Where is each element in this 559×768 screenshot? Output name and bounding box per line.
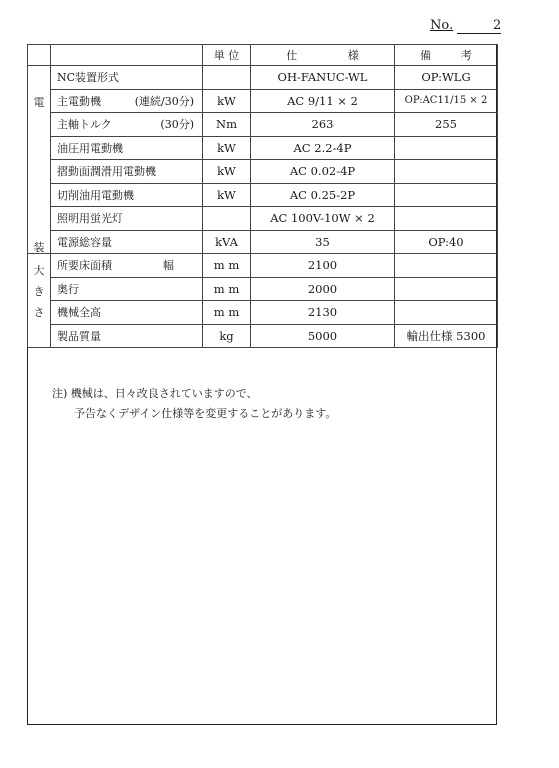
table-row — [28, 230, 498, 254]
row-note: OP:40 — [395, 230, 498, 254]
row-spec: 2130 — [251, 301, 395, 325]
row-spec: OH-FANUC-WL — [251, 66, 395, 90]
row-note: 255 — [395, 113, 498, 137]
row-item-label: 油圧用電動機 — [57, 141, 123, 155]
row-item-label: 製品質量 — [57, 329, 101, 343]
table-row — [28, 183, 498, 207]
header-unit: 単 位 — [203, 45, 251, 66]
row-item — [51, 254, 203, 278]
row-spec: AC 0.25-2P — [251, 183, 395, 207]
row-item-sub: (30分) — [160, 118, 194, 132]
category-size — [28, 254, 51, 348]
header-item — [51, 45, 203, 66]
row-spec: AC 0.02-4P — [251, 160, 395, 184]
row-item — [51, 301, 203, 325]
table-row — [28, 301, 498, 325]
row-item-label: 主軸トルク — [57, 118, 112, 132]
row-note — [395, 160, 498, 184]
row-note: OP:AC11/15 × 2 — [395, 89, 498, 113]
row-unit: Nm — [203, 113, 251, 137]
header-note — [395, 45, 498, 66]
category-electric-char-2: 装 — [33, 241, 45, 254]
row-item-label: 電源総容量 — [57, 235, 112, 249]
row-item-label: 奥行 — [57, 282, 79, 296]
header-spec-char-1: 仕 — [286, 49, 298, 62]
table-row — [28, 324, 498, 348]
row-spec: 35 — [251, 230, 395, 254]
row-item-sub: (連続/30分) — [134, 94, 194, 108]
header-note-char-2: 考 — [461, 49, 472, 62]
row-item — [51, 160, 203, 184]
row-unit: m m — [203, 301, 251, 325]
remark-note — [52, 384, 336, 424]
row-item-label: 照明用蛍光灯 — [57, 212, 123, 226]
table-row — [28, 160, 498, 184]
remark-line-1: 注) 機械は、日々改良されていますので、 — [52, 387, 258, 400]
header-spec-char-2: 様 — [347, 49, 359, 62]
row-unit: m m — [203, 277, 251, 301]
page-number — [430, 18, 501, 34]
table-row — [28, 89, 498, 113]
row-spec: AC 2.2-4P — [251, 136, 395, 160]
table-row — [28, 136, 498, 160]
row-unit — [203, 66, 251, 90]
category-size-char-2: き — [33, 285, 45, 299]
row-note — [395, 254, 498, 278]
row-item — [51, 136, 203, 160]
table-row — [28, 254, 498, 278]
page-number-label: No. — [430, 18, 454, 33]
row-item-label: NC装置形式 — [57, 71, 120, 85]
row-spec: 2100 — [251, 254, 395, 278]
header-note-char-1: 備 — [420, 49, 431, 62]
row-item-label: 摺動面潤滑用電動機 — [57, 165, 156, 179]
row-item — [51, 230, 203, 254]
row-item — [51, 66, 203, 90]
row-unit: kg — [203, 324, 251, 348]
row-unit: m m — [203, 254, 251, 278]
row-item — [51, 207, 203, 231]
category-electric-char-1: 電 — [33, 96, 45, 109]
row-spec: 5000 — [251, 324, 395, 348]
row-item — [51, 183, 203, 207]
row-spec: AC 9/11 × 2 — [251, 89, 395, 113]
table-row — [28, 113, 498, 137]
row-item — [51, 324, 203, 348]
row-unit: kVA — [203, 230, 251, 254]
table-row — [28, 277, 498, 301]
table-header-row — [28, 45, 498, 66]
row-note: OP:WLG — [395, 66, 498, 90]
spec-table — [27, 44, 498, 348]
row-note — [395, 277, 498, 301]
row-item-label: 所要床面積 — [57, 259, 112, 273]
row-item — [51, 89, 203, 113]
row-item-label: 機械全高 — [57, 306, 101, 320]
page-number-value: 2 — [457, 18, 501, 34]
row-item — [51, 277, 203, 301]
row-note — [395, 207, 498, 231]
row-unit — [203, 207, 251, 231]
row-spec: AC 100V-10W × 2 — [251, 207, 395, 231]
row-unit: kW — [203, 136, 251, 160]
row-item-sub: 幅 — [163, 259, 174, 273]
remark-line-2: 予告なくデザイン仕様等を変更することがあります。 — [74, 407, 337, 420]
category-size-char-1: 大 — [33, 264, 45, 277]
row-item-label: 切削油用電動機 — [57, 188, 134, 202]
table-row — [28, 66, 498, 90]
row-note: 輸出仕様 5300 — [395, 324, 498, 348]
row-item — [51, 113, 203, 137]
category-size-char-3: さ — [33, 306, 45, 320]
row-note — [395, 301, 498, 325]
category-electric — [28, 66, 51, 254]
row-note — [395, 136, 498, 160]
row-unit: kW — [203, 89, 251, 113]
header-blank — [28, 45, 51, 66]
row-spec: 263 — [251, 113, 395, 137]
row-unit: kW — [203, 160, 251, 184]
row-item-label: 主電動機 — [57, 94, 101, 108]
row-note — [395, 183, 498, 207]
table-row — [28, 207, 498, 231]
header-spec — [251, 45, 395, 66]
row-unit: kW — [203, 183, 251, 207]
row-spec: 2000 — [251, 277, 395, 301]
